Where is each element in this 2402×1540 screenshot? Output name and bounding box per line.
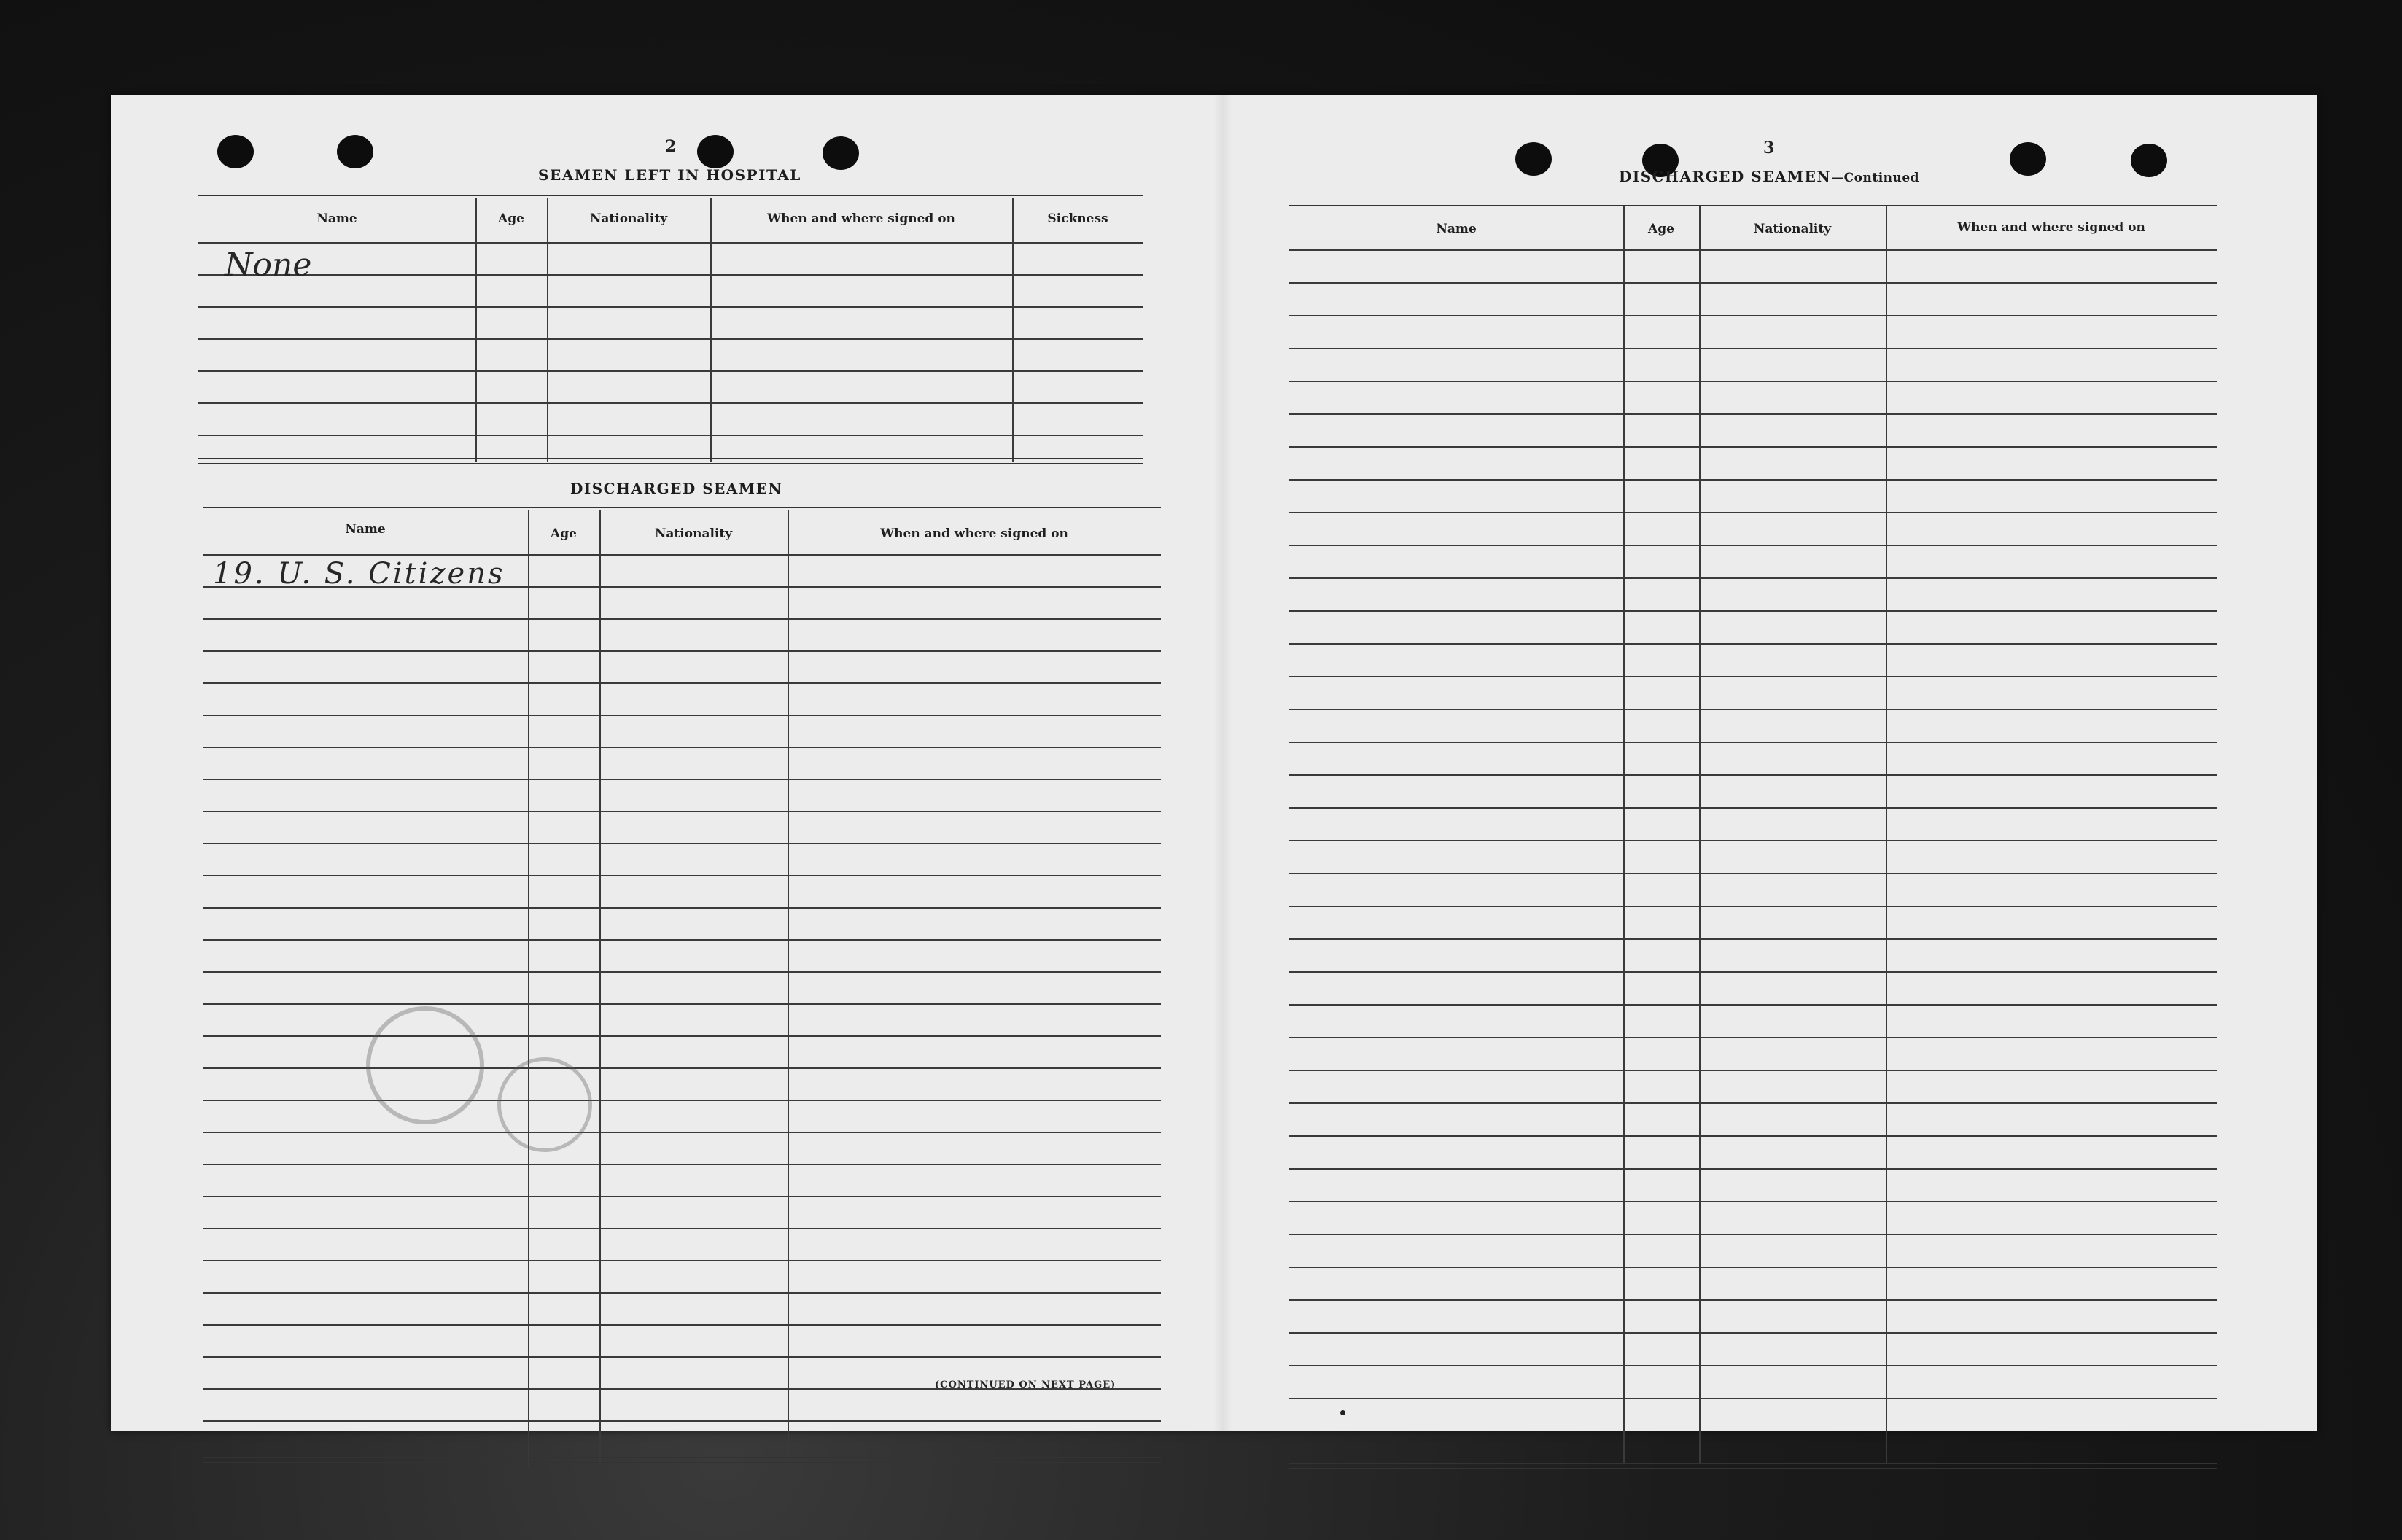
- row-rule: [1289, 1102, 2217, 1104]
- punch-hole: [823, 136, 859, 170]
- row-rule: [1289, 545, 2217, 546]
- row-rule: [203, 1164, 1161, 1165]
- column-rule: [710, 198, 712, 462]
- ink-speck: [1340, 1410, 1345, 1415]
- row-rule: [1289, 1070, 2217, 1071]
- row-rule: [203, 1356, 1161, 1358]
- continued-col-signed-on: When and where signed on: [1957, 220, 2145, 235]
- row-rule: [1289, 1135, 2217, 1137]
- row-rule: [1289, 610, 2217, 612]
- page-fold: [1213, 95, 1232, 1431]
- column-rule: [1012, 198, 1014, 462]
- header-rule: [203, 554, 1161, 556]
- table-bottom-rule: [198, 458, 1143, 464]
- row-rule: [198, 402, 1143, 404]
- punch-hole: [337, 135, 373, 168]
- continued-col-nationality: Nationality: [1753, 222, 1832, 236]
- row-rule: [203, 1100, 1161, 1101]
- discharged-col-age: Age: [551, 526, 577, 541]
- row-rule: [1289, 315, 2217, 316]
- row-rule: [1289, 413, 2217, 415]
- row-rule: [1289, 971, 2217, 973]
- row-rule: [203, 1132, 1161, 1133]
- row-rule: [203, 1324, 1161, 1326]
- row-rule: [1289, 676, 2217, 677]
- discharged-col-name: Name: [345, 522, 386, 537]
- discharged-entry-handwritten: 19. U. S. Citizens: [213, 557, 505, 591]
- row-rule: [203, 715, 1161, 716]
- row-rule: [198, 435, 1143, 436]
- column-rule: [599, 510, 601, 1466]
- row-rule: [1289, 479, 2217, 481]
- hospital-col-nationality: Nationality: [589, 211, 668, 226]
- continued-note: (CONTINUED ON NEXT PAGE): [935, 1380, 1116, 1391]
- discharged-col-nationality: Nationality: [654, 526, 733, 541]
- row-rule: [203, 875, 1161, 876]
- row-rule: [203, 1260, 1161, 1261]
- discharged-col-signed-on: When and where signed on: [880, 526, 1068, 541]
- row-rule: [1289, 643, 2217, 645]
- header-rule: [1289, 249, 2217, 251]
- right-section-title-main: DISCHARGED SEAMEN: [1619, 168, 1832, 185]
- left-page-number: 2: [665, 137, 677, 156]
- punch-hole: [2010, 142, 2046, 176]
- row-rule: [1289, 774, 2217, 776]
- row-rule: [1289, 512, 2217, 513]
- row-rule: [1289, 1201, 2217, 1202]
- column-rule: [547, 198, 548, 462]
- row-rule: [198, 274, 1143, 276]
- column-rule: [1699, 206, 1701, 1463]
- row-rule: [1289, 873, 2217, 874]
- discharged-continued-table: [1289, 203, 2217, 1471]
- hospital-table: [198, 195, 1143, 462]
- header-rule: [198, 242, 1143, 244]
- row-rule: [198, 306, 1143, 308]
- row-rule: [1289, 906, 2217, 907]
- hospital-col-sickness: Sickness: [1047, 211, 1108, 226]
- faint-stamp: [497, 1057, 592, 1152]
- continued-col-name: Name: [1436, 222, 1477, 236]
- table-bottom-rule: [203, 1457, 1161, 1463]
- row-rule: [1289, 348, 2217, 349]
- hospital-col-age: Age: [498, 211, 524, 226]
- row-rule: [1289, 1267, 2217, 1268]
- discharged-table: [203, 508, 1161, 1469]
- row-rule: [1289, 1365, 2217, 1366]
- row-rule: [203, 939, 1161, 941]
- row-rule: [203, 907, 1161, 909]
- column-rule: [528, 510, 529, 1466]
- row-rule: [1289, 282, 2217, 284]
- row-rule: [1289, 446, 2217, 448]
- document-sheet: [111, 95, 2317, 1431]
- punch-hole: [697, 135, 734, 168]
- row-rule: [203, 1292, 1161, 1294]
- row-rule: [198, 370, 1143, 372]
- row-rule: [203, 618, 1161, 620]
- row-rule: [203, 1068, 1161, 1069]
- row-rule: [1289, 709, 2217, 710]
- row-rule: [1289, 938, 2217, 940]
- hospital-entry-handwritten: None: [225, 246, 312, 284]
- row-rule: [1289, 1037, 2217, 1038]
- row-rule: [203, 971, 1161, 973]
- right-section-title: [1619, 168, 1919, 185]
- hospital-section-title: SEAMEN LEFT IN HOSPITAL: [538, 166, 801, 184]
- row-rule: [203, 650, 1161, 652]
- row-rule: [203, 1420, 1161, 1422]
- row-rule: [1289, 1234, 2217, 1235]
- punch-hole: [2131, 144, 2167, 177]
- continued-col-age: Age: [1648, 222, 1674, 236]
- row-rule: [203, 1035, 1161, 1037]
- punch-hole: [1515, 142, 1552, 176]
- hospital-col-signed-on: When and where signed on: [767, 211, 955, 226]
- row-rule: [203, 811, 1161, 812]
- row-rule: [1289, 1004, 2217, 1006]
- row-rule: [203, 682, 1161, 684]
- row-rule: [203, 843, 1161, 844]
- row-rule: [203, 779, 1161, 780]
- row-rule: [203, 1003, 1161, 1005]
- table-bottom-rule: [1289, 1463, 2217, 1469]
- row-rule: [1289, 381, 2217, 382]
- row-rule: [1289, 1332, 2217, 1334]
- column-rule: [1886, 206, 1887, 1463]
- row-rule: [1289, 742, 2217, 743]
- row-rule: [1289, 1398, 2217, 1399]
- faint-stamp: [366, 1006, 484, 1124]
- row-rule: [198, 338, 1143, 340]
- column-rule: [1623, 206, 1625, 1463]
- row-rule: [1289, 840, 2217, 841]
- row-rule: [1289, 1299, 2217, 1301]
- row-rule: [203, 1228, 1161, 1229]
- column-rule: [788, 510, 789, 1466]
- row-rule: [1289, 578, 2217, 579]
- row-rule: [203, 747, 1161, 748]
- right-section-title-suffix: —Continued: [1831, 171, 1920, 185]
- discharged-section-title: DISCHARGED SEAMEN: [570, 480, 783, 497]
- punch-hole: [217, 135, 254, 168]
- row-rule: [1289, 1168, 2217, 1170]
- column-rule: [475, 198, 477, 462]
- hospital-col-name: Name: [316, 211, 357, 226]
- row-rule: [1289, 807, 2217, 809]
- row-rule: [203, 1196, 1161, 1197]
- right-page-number: 3: [1763, 139, 1775, 158]
